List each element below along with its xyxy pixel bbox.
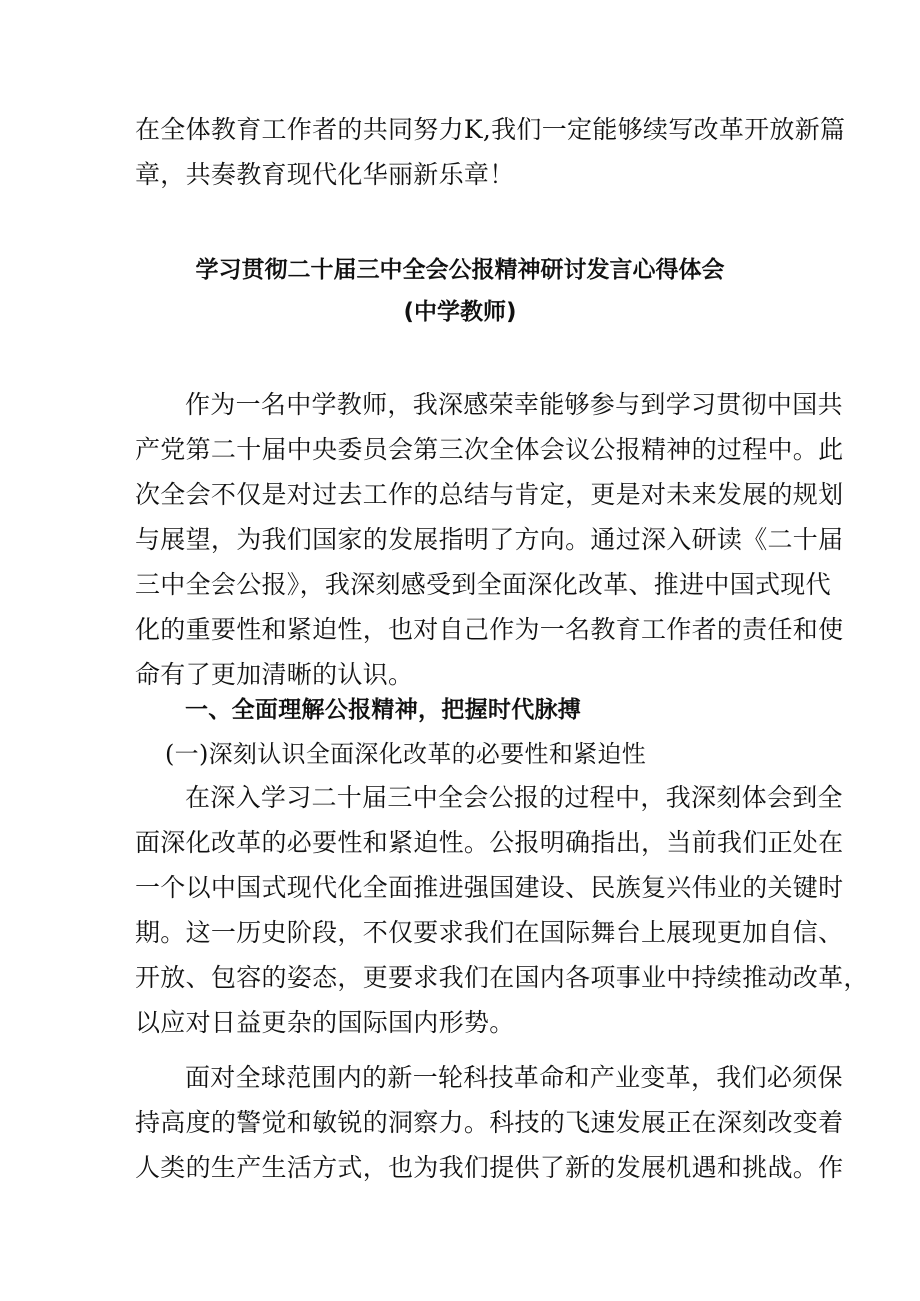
paragraph-line: 人类的生产生活方式，也为我们提供了新的发展机遇和挑战。作 (135, 1153, 844, 1182)
intro-line-2: 章，共奏教育现代化华丽新乐章！ (135, 160, 515, 189)
paragraph-line: 开放、包容的姿态，更要求我们在国内各项事业中持续推动改革， (135, 963, 869, 992)
intro-line-1: 在全体教育工作者的共同努力K,我们一定能够续写改革开放新篇 (135, 115, 846, 144)
paragraph-line: 产党第二十届中央委员会第三次全体会议公报精神的过程中。此 (135, 435, 844, 464)
paragraph-line: 面对全球范围内的新一轮科技革命和产业变革，我们必须保 (185, 1063, 843, 1092)
paragraph-line: 与展望，为我们国家的发展指明了方向。通过深入研读《二十届 (135, 525, 844, 554)
paragraph-line: 以应对日益更杂的国际国内形势。 (135, 1008, 515, 1037)
subsection-heading: (一)深刻认识全面深化改革的必要性和紧迫性 (165, 740, 647, 768)
paragraph-line: 次全会不仅是对过去工作的总结与肯定，更是对未来发展的规划 (135, 480, 844, 509)
section-heading: 一、全面理解公报精神，把握时代脉搏 (185, 697, 582, 723)
paragraph-line: 持高度的警觉和敏锐的洞察力。科技的飞速发展正在深刻改变着 (135, 1108, 844, 1137)
paragraph-line: 在深入学习二十届三中全会公报的过程中，我深刻体会到全 (185, 783, 843, 812)
paragraph-line: 作为一名中学教师，我深感荣幸能够参与到学习贯彻中国共 (185, 390, 843, 419)
paragraph-line: 期。这一历史阶段，不仅要求我们在国际舞台上展现更加自信、 (135, 918, 844, 947)
article-title: 学习贯彻二十届三中全会公报精神研讨发言心得体会 (195, 257, 725, 283)
paragraph-line: 三中全会公报》，我深刻感受到全面深化改革、推进中国式现代 (135, 570, 831, 599)
paragraph-line: 化的重要性和紧迫性，也对自己作为一名教育工作者的责任和使 (135, 615, 844, 644)
paragraph-line: 面深化改革的必要性和紧迫性。公报明确指出，当前我们正处在 (135, 828, 844, 857)
paragraph-line: 命有了更加清晰的认识。 (135, 660, 414, 689)
paragraph-line: 一个以中国式现代化全面推进强国建设、民族复兴伟业的关键时 (135, 873, 844, 902)
article-subtitle: (中学教师) (403, 299, 517, 325)
